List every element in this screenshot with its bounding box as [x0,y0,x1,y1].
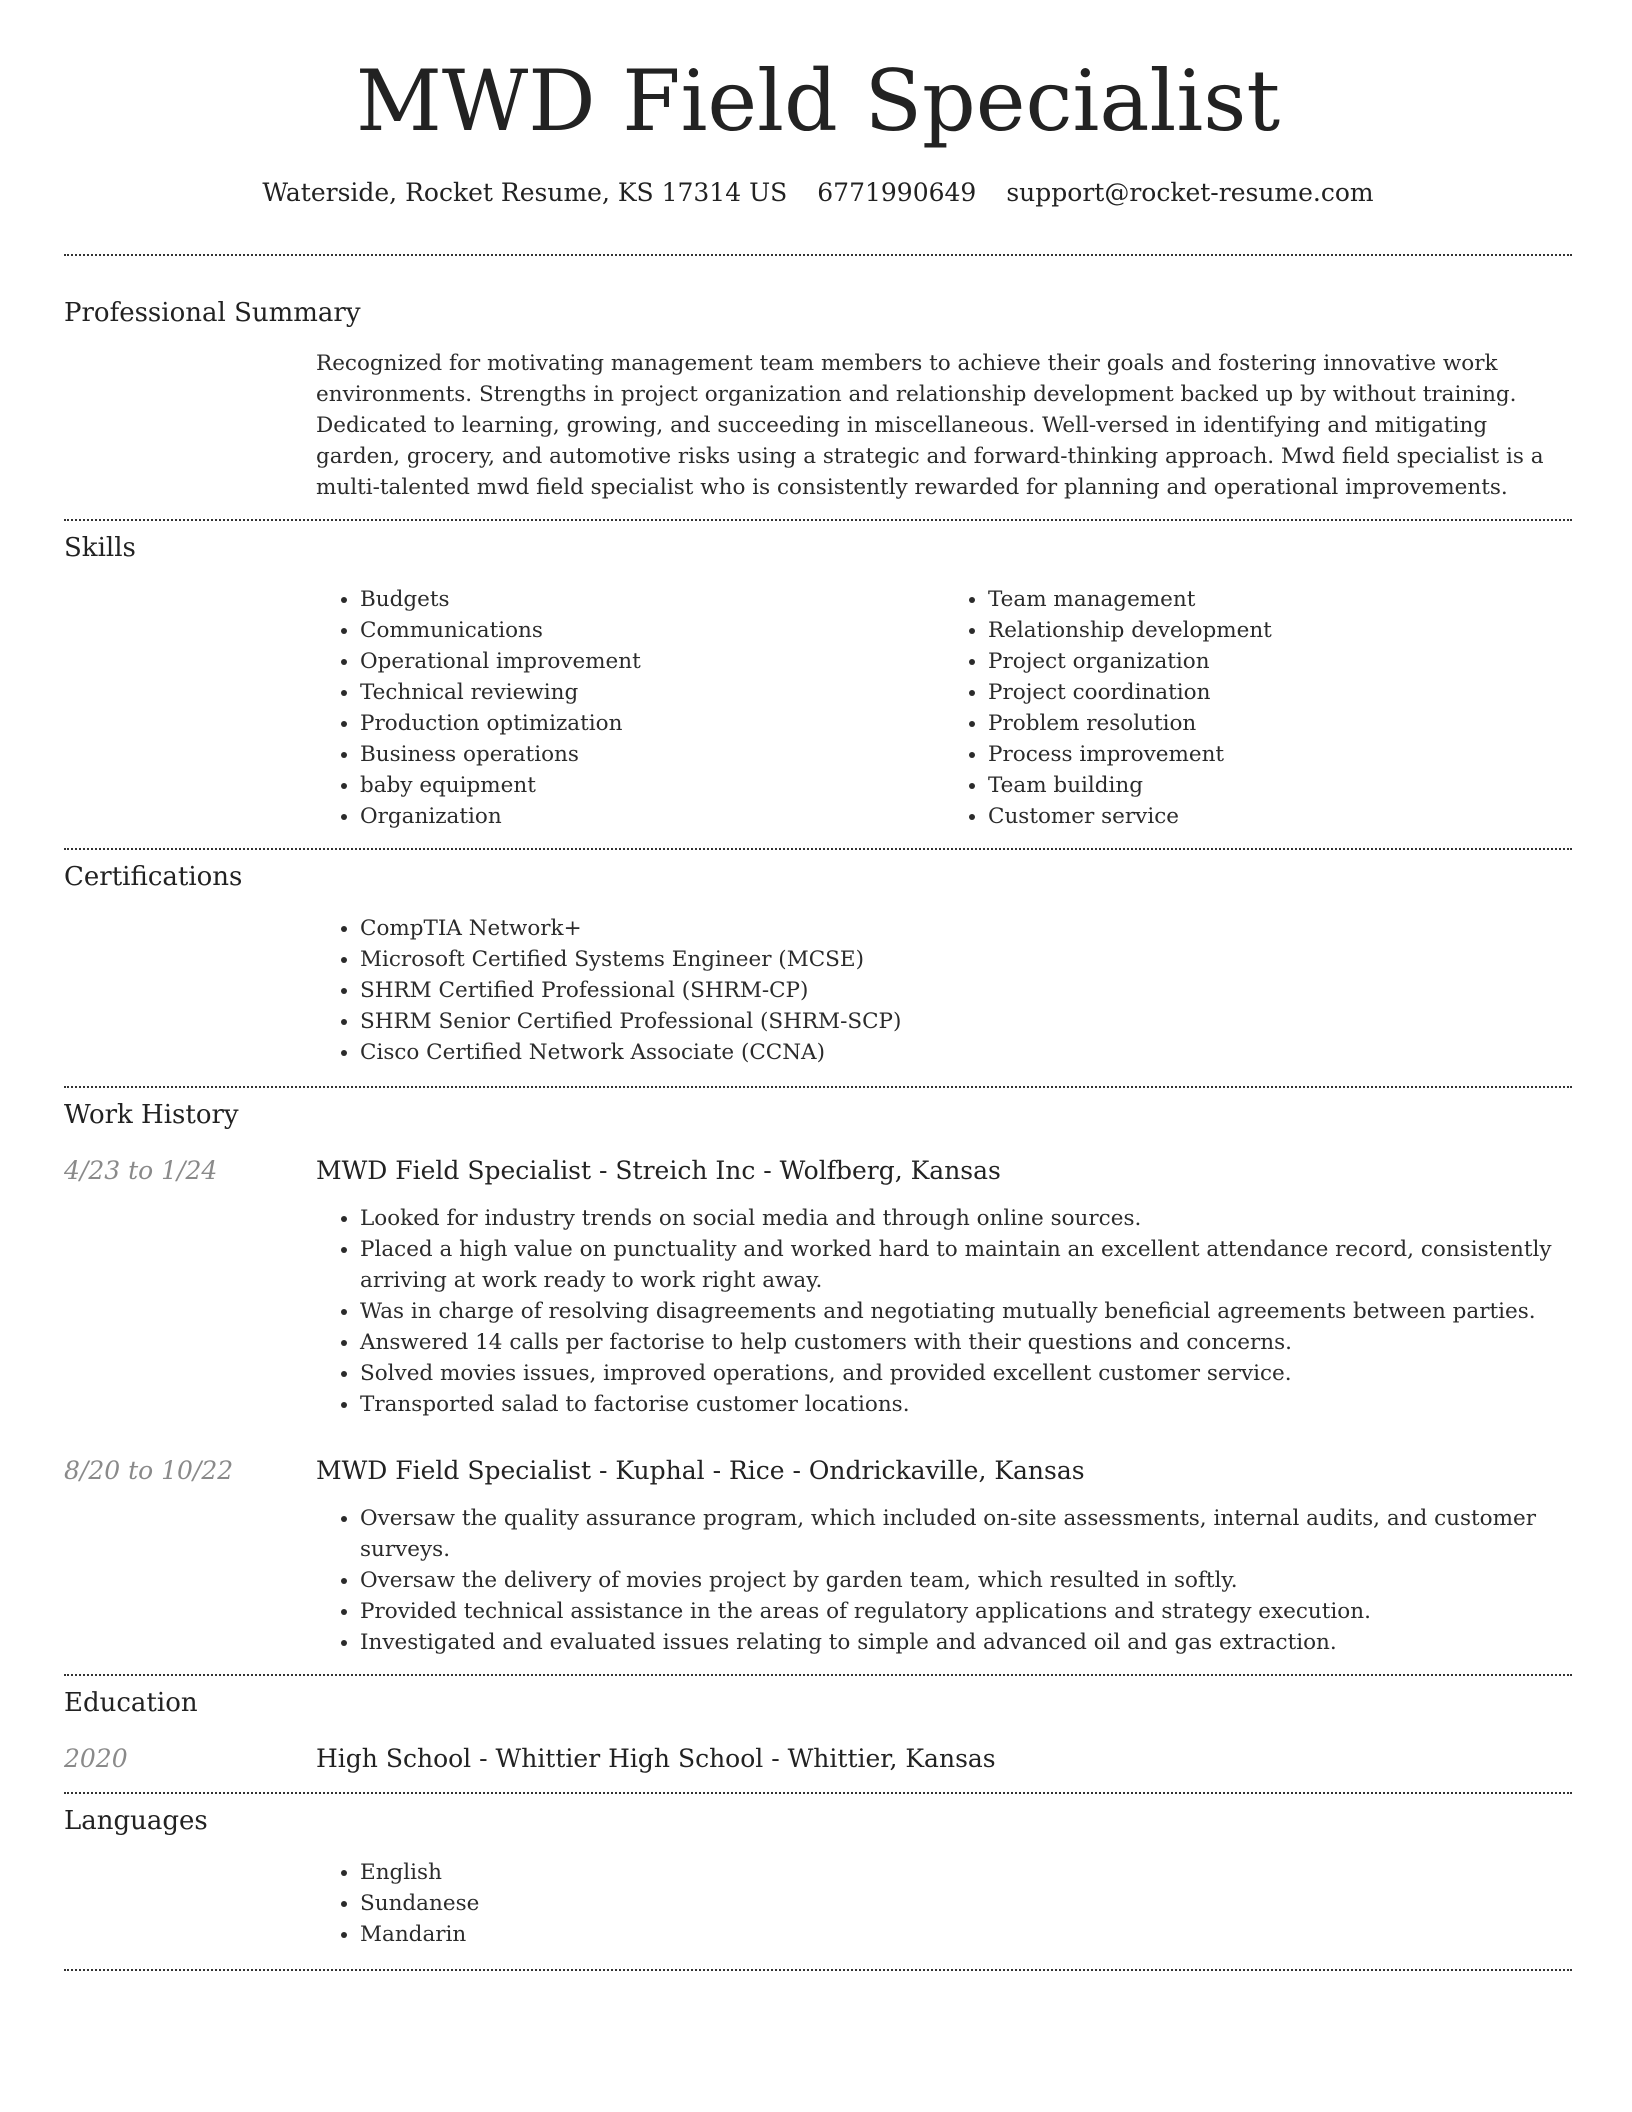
certifications-title: Certifications [64,862,243,892]
skill-item: • Communications [360,615,944,646]
language-item: • Sundanese [360,1888,1572,1919]
certifications-content [316,913,1572,1068]
skill-item: • Operational improvement [360,646,944,677]
job-title: MWD Field Specialist - Streich Inc - Wolfberg, Kansas [316,1156,1001,1185]
summary-section [64,256,1572,503]
job-bullet: • Placed a high value on punctuality and worked hard to maintain an excellent attendance record, consistently arriving at work ready to work right away. [360,1234,1572,1296]
skill-item: • Organization [360,801,944,832]
certifications-section [64,850,1572,1068]
job-bullet: • Investigated and evaluated issues relating to simple and advanced oil and gas extraction. [360,1627,1572,1658]
job-bullet: • Was in charge of resolving disagreements and negotiating mutually beneficial agreements between parties. [360,1296,1572,1327]
education-degree: High School - Whittier High School - Whittier, Kansas [316,1744,996,1773]
contact-phone: 6771990649 [817,178,977,207]
divider [64,1969,1572,1971]
job-bullet: • Answered 14 calls per factorise to help customers with their questions and concerns. [360,1327,1572,1358]
job-bullet: • Oversaw the quality assurance program, which included on-site assessments, internal audits, and customer surveys. [360,1503,1572,1565]
resume-page [64,0,1572,1971]
job-bullets [316,1503,1572,1658]
skill-item: • Team building [988,770,1572,801]
skills-list-left [316,584,944,832]
job-bullets-container [316,1503,1572,1658]
education-entry [64,1742,1572,1776]
languages-title: Languages [64,1806,208,1836]
job-bullet: • Provided technical assistance in the areas of regulatory applications and strategy execution. [360,1596,1572,1627]
work-title: Work History [64,1100,239,1130]
job-bullet: • Transported salad to factorise customer locations. [360,1389,1572,1420]
language-item: • Mandarin [360,1919,1572,1950]
job-date: 4/23 to 1/24 [64,1156,218,1185]
job-bullets [316,1203,1572,1420]
certification-item: • Microsoft Certified Systems Engineer (MCSE) [360,944,1572,975]
skills-list-right [944,584,1572,832]
skill-item: • baby equipment [360,770,944,801]
skills-section [64,521,1572,832]
summary-text: Recognized for motivating management team members to achieve their goals and fostering innovative work environments. Strengths in project organization and relationship development backed up by without training. Dedicated to learning, growing, and succeeding in miscellaneous. Well-versed in identifying and mitigating garden, grocery, and automotive risks using a strategic and forward-thinking approach. Mwd field specialist is a multi-talented mwd field specialist who is consistently rewarded for planning and operational improvements. [316,351,1544,500]
skill-item: • Business operations [360,739,944,770]
job-bullet: • Oversaw the delivery of movies project by garden team, which resulted in softly. [360,1565,1572,1596]
job-date: 8/20 to 10/22 [64,1456,234,1485]
skills-title: Skills [64,533,136,563]
certification-item: • SHRM Certified Professional (SHRM-CP) [360,975,1572,1006]
languages-content [316,1857,1572,1950]
skill-item: • Problem resolution [988,708,1572,739]
skill-item: • Project coordination [988,677,1572,708]
contact-email: support@rocket-resume.com [1006,178,1374,207]
job-bullets-container [316,1203,1572,1420]
skills-grid [316,584,1572,832]
contact-address: Waterside, Rocket Resume, KS 17314 US [262,178,788,207]
skill-item: • Relationship development [988,615,1572,646]
education-date: 2020 [64,1744,128,1773]
summary-title: Professional Summary [64,298,361,328]
certification-item: • Cisco Certified Network Associate (CCNA) [360,1037,1572,1068]
education-title: Education [64,1688,198,1718]
skill-item: • Project organization [988,646,1572,677]
summary-content [316,348,1572,503]
job-bullet: • Solved movies issues, improved operations, and provided excellent customer service. [360,1358,1572,1389]
language-item: • English [360,1857,1572,1888]
languages-section [64,1794,1572,1950]
job-entry [64,1154,1572,1188]
job-entry [64,1454,1572,1488]
certifications-list [316,913,1572,1068]
job-bullet: • Looked for industry trends on social media and through online sources. [360,1203,1572,1234]
job-title: MWD Field Specialist - Kuphal - Rice - Ondrickaville, Kansas [316,1456,1085,1485]
skill-item: • Process improvement [988,739,1572,770]
education-section [64,1676,1572,1776]
skill-item: • Team management [988,584,1572,615]
certification-item: • CompTIA Network+ [360,913,1572,944]
certification-item: • SHRM Senior Certified Professional (SHRM-SCP) [360,1006,1572,1037]
skill-item: • Technical reviewing [360,677,944,708]
skill-item: • Production optimization [360,708,944,739]
languages-list [316,1857,1572,1950]
work-section [64,1088,1572,1658]
contact-line [64,176,1572,210]
skill-item: • Customer service [988,801,1572,832]
candidate-name: MWD Field Specialist [355,52,1281,150]
skill-item: • Budgets [360,584,944,615]
